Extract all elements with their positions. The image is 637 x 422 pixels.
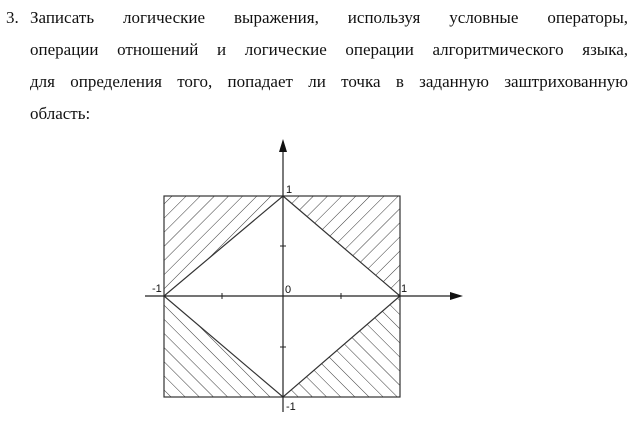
y-axis-arrow-icon [279,139,287,152]
y-max-label: 1 [286,184,293,196]
origin-label: 0 [285,284,292,296]
task-number: 3. [6,8,19,27]
x-min-label: -1 [152,283,162,295]
x-axis-arrow-icon [450,292,463,300]
task-text-line: Записать логические выражения, используя условные операторы, [30,8,628,27]
task-text-line: для определения того, попадает ли точка в заданную заштрихованную [30,72,628,91]
y-min-label: -1 [286,401,296,413]
x-max-label: 1 [401,283,408,295]
task-text-line: область: [30,104,91,123]
task-text-line: операции отношений и логические операции алгоритмического языка, [30,40,628,59]
